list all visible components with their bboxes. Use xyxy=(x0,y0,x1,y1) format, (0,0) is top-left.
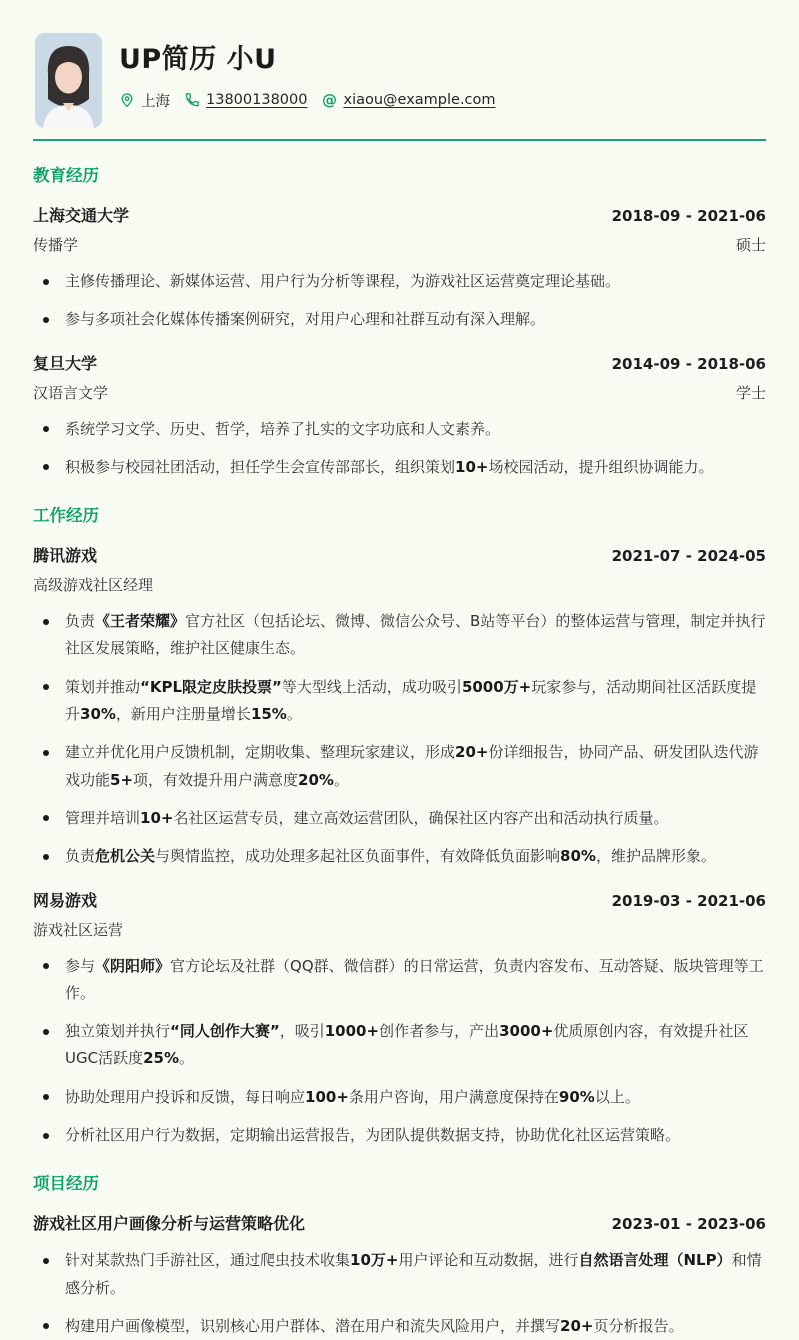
section-项目经历 xyxy=(33,1170,766,1340)
bullet-text-segment: “KPL限定皮肤投票” xyxy=(140,677,282,696)
bullet-list xyxy=(33,1247,766,1340)
bullet-text-segment: 构建用户画像模型，识别核心用户群体、潜在用户和流失风险用户，并撰写 xyxy=(65,1316,561,1335)
bullet-list xyxy=(33,416,766,482)
bullet-text-segment: 。 xyxy=(178,1049,194,1068)
item-subtitle-row xyxy=(33,234,766,255)
bullet-text-segment: 。 xyxy=(286,705,302,724)
bullet-text-segment: 《王者荣耀》 xyxy=(95,612,186,631)
bullet-text-segment: 10万+ xyxy=(350,1251,399,1270)
bullet-text-segment: “同人创作大赛” xyxy=(170,1022,280,1041)
item-title: 上海交通大学 xyxy=(33,206,130,225)
item-header-row xyxy=(33,351,766,374)
experience-item xyxy=(33,351,766,482)
item-title: 游戏社区用户画像分析与运营策略优化 xyxy=(33,1214,306,1234)
bullet-text-segment: 官方论坛及社群（QQ群、微信群）的日常运营，负责内容发布、互动答疑、版块管理等工作。 xyxy=(65,956,764,1002)
at-icon: @ xyxy=(321,90,337,109)
bullet-text-segment: 3000+ xyxy=(499,1022,554,1041)
item-degree: 学士 xyxy=(735,383,766,402)
experience-item xyxy=(33,203,766,334)
bullet-text-segment: 名社区运营专员，建立高效运营团队，确保社区内容产出和活动执行质量。 xyxy=(173,808,669,827)
bullet-text-segment: 5000万+ xyxy=(461,677,532,696)
item-subtitle-row xyxy=(33,382,766,403)
bullet-text-segment: 分析社区用户行为数据，定期输出运营报告，为团队提供数据支持，协助优化社区运营策略。 xyxy=(65,1126,681,1145)
item-date-range: 2019-03 - 2021-06 xyxy=(611,891,766,910)
bullet-text-segment: 用户评论和互动数据，进行 xyxy=(398,1251,579,1270)
bullet-list xyxy=(33,608,766,870)
phone-link[interactable]: 13800138000 xyxy=(206,92,308,109)
item-header-row xyxy=(33,543,766,566)
bullet-text-segment: 策划并推动 xyxy=(65,677,141,696)
bullet-text-segment: 等大型线上活动，成功吸引 xyxy=(281,677,462,696)
item-degree: 硕士 xyxy=(735,236,766,254)
bullet-text-segment: 80% xyxy=(560,847,596,866)
item-subtitle: 传播学 xyxy=(33,236,79,254)
bullet-text-segment: 100+ xyxy=(305,1087,349,1106)
item-title: 网易游戏 xyxy=(33,890,98,910)
bullet-text-segment: 危机公关 xyxy=(95,847,156,866)
section-工作经历 xyxy=(33,502,766,1149)
bullet-text-segment: 系统学习文学、历史、哲学，培养了扎实的文字功底和人文素养。 xyxy=(65,419,501,438)
item-subtitle: 游戏社区运营 xyxy=(33,920,124,939)
bullet-item xyxy=(33,805,766,832)
bullet-text-segment: ，吸引 xyxy=(279,1022,325,1041)
bullet-item xyxy=(33,1247,766,1302)
bullet-text-segment: 10+ xyxy=(455,457,489,476)
bullet-text-segment: 针对某款热门手游社区，通过爬虫技术收集 xyxy=(65,1251,351,1270)
item-header-row xyxy=(33,888,766,911)
bullet-text-segment: 官方社区（包括论坛、微博、微信公众号、B站等平台）的整体运营与管理，制定并执行社区发展策略，维护社区健康生态。 xyxy=(65,612,766,658)
item-title: 复旦大学 xyxy=(33,353,98,373)
phone-contact xyxy=(184,92,307,108)
item-date-range: 2023-01 - 2023-06 xyxy=(611,1215,766,1234)
bullet-text-segment: 和情感分析。 xyxy=(65,1251,762,1297)
experience-item xyxy=(33,543,766,870)
header-divider xyxy=(33,139,766,141)
avatar-photo xyxy=(35,33,102,128)
item-date-range: 2018-09 - 2021-06 xyxy=(611,207,766,225)
bullet-item xyxy=(33,1018,766,1073)
bullet-text-segment: 20+ xyxy=(560,1316,594,1335)
candidate-name: UP简历 小U xyxy=(119,44,277,75)
item-subtitle-row xyxy=(33,574,766,595)
item-subtitle-row xyxy=(33,919,766,940)
bullet-text-segment: 优质原创内容，有效提升社区UGC活跃度 xyxy=(65,1022,749,1068)
bullet-text-segment: 份详细报告，协同产品、研发团队迭代游戏功能 xyxy=(65,743,759,789)
bullet-text-segment: 90% xyxy=(558,1087,595,1106)
contact-row xyxy=(119,90,496,111)
experience-item xyxy=(33,888,766,1150)
section-教育经历 xyxy=(33,162,766,481)
section-title: 工作经历 xyxy=(33,506,99,526)
bullet-item xyxy=(33,674,766,729)
bullet-text-segment: 30% xyxy=(80,705,116,724)
item-subtitle: 汉语言文学 xyxy=(33,383,109,402)
bullet-text-segment: 10+ xyxy=(140,808,174,827)
bullet-text-segment: 《阴阳师》 xyxy=(95,956,171,975)
bullet-text-segment: 自然语言处理（NLP） xyxy=(578,1251,732,1270)
section-title: 项目经历 xyxy=(33,1174,99,1194)
resume-body xyxy=(0,162,799,1340)
bullet-text-segment: ，新用户注册量增长 xyxy=(115,705,251,724)
bullet-text-segment: 25% xyxy=(143,1049,179,1068)
bullet-text-segment: ，维护品牌形象。 xyxy=(595,847,716,866)
item-header-row xyxy=(33,203,766,226)
bullet-text-segment: 以上。 xyxy=(594,1087,640,1106)
location-text: 上海 xyxy=(141,93,170,110)
avatar-illustration xyxy=(35,33,102,128)
email-contact xyxy=(321,92,495,108)
bullet-text-segment: 15% xyxy=(250,705,287,724)
bullet-text-segment: 与舆情监控，成功处理多起社区负面事件，有效降低负面影响 xyxy=(155,847,561,866)
bullet-text-segment: 参与多项社会化媒体传播案例研究，对用户心理和社群互动有深入理解。 xyxy=(65,310,546,329)
bullet-text-segment: 1000+ xyxy=(324,1022,380,1041)
bullet-text-segment: 负责 xyxy=(65,847,96,866)
bullet-text-segment: 20+ xyxy=(455,743,489,762)
bullet-text-segment: 参与 xyxy=(65,956,96,975)
bullet-item xyxy=(33,953,766,1008)
bullet-text-segment: 场校园活动，提升组织协调能力。 xyxy=(488,457,714,476)
location-contact xyxy=(119,90,170,111)
email-link[interactable]: xiaou@example.com xyxy=(343,92,496,109)
bullet-text-segment: 项，有效提升用户满意度 xyxy=(133,770,299,789)
bullet-text-segment: 建立并优化用户反馈机制，定期收集、整理玩家建议，形成 xyxy=(65,743,456,762)
item-date-range: 2021-07 - 2024-05 xyxy=(611,547,766,566)
item-header-row xyxy=(33,1211,766,1234)
item-subtitle: 高级游戏社区经理 xyxy=(33,576,154,595)
bullet-text-segment: 玩家参与，活动期间社区活跃度提升 xyxy=(65,677,757,724)
bullet-text-segment: 创作者参与，产出 xyxy=(379,1022,500,1041)
header-text-group xyxy=(119,33,496,128)
bullet-text-segment: 协助处理用户投诉和反馈，每日响应 xyxy=(65,1087,306,1106)
bullet-text-segment: 条用户咨询，用户满意度保持在 xyxy=(348,1087,559,1106)
bullet-text-segment: 页分析报告。 xyxy=(593,1316,684,1335)
bullet-list xyxy=(33,953,766,1150)
bullet-text-segment: 独立策划并执行 xyxy=(65,1022,171,1041)
item-date-range: 2014-09 - 2018-06 xyxy=(611,354,766,373)
bullet-list xyxy=(33,268,766,334)
resume-header xyxy=(0,0,799,128)
section-title: 教育经历 xyxy=(33,166,99,185)
bullet-item xyxy=(33,608,766,663)
bullet-item xyxy=(33,1084,766,1111)
bullet-text-segment: 20% xyxy=(298,770,334,789)
location-pin-icon xyxy=(119,92,135,108)
phone-icon xyxy=(184,92,200,108)
bullet-item xyxy=(33,306,766,333)
bullet-item xyxy=(33,1122,766,1149)
bullet-text-segment: 管理并培训 xyxy=(65,808,141,827)
bullet-text-segment: 积极参与校园社团活动，担任学生会宣传部部长，组织策划 xyxy=(65,457,456,476)
bullet-text-segment: 5+ xyxy=(110,770,134,789)
bullet-item xyxy=(33,843,766,870)
bullet-text-segment: 负责 xyxy=(65,612,96,631)
bullet-item xyxy=(33,454,766,481)
bullet-text-segment: 。 xyxy=(333,770,349,789)
bullet-text-segment: 主修传播理论、新媒体运营、用户行为分析等课程，为游戏社区运营奠定理论基础。 xyxy=(65,272,621,290)
bullet-item xyxy=(33,1313,766,1340)
experience-item xyxy=(33,1211,766,1340)
bullet-item xyxy=(33,739,766,794)
bullet-item xyxy=(33,416,766,443)
bullet-item xyxy=(33,268,766,295)
item-title: 腾讯游戏 xyxy=(33,546,98,566)
